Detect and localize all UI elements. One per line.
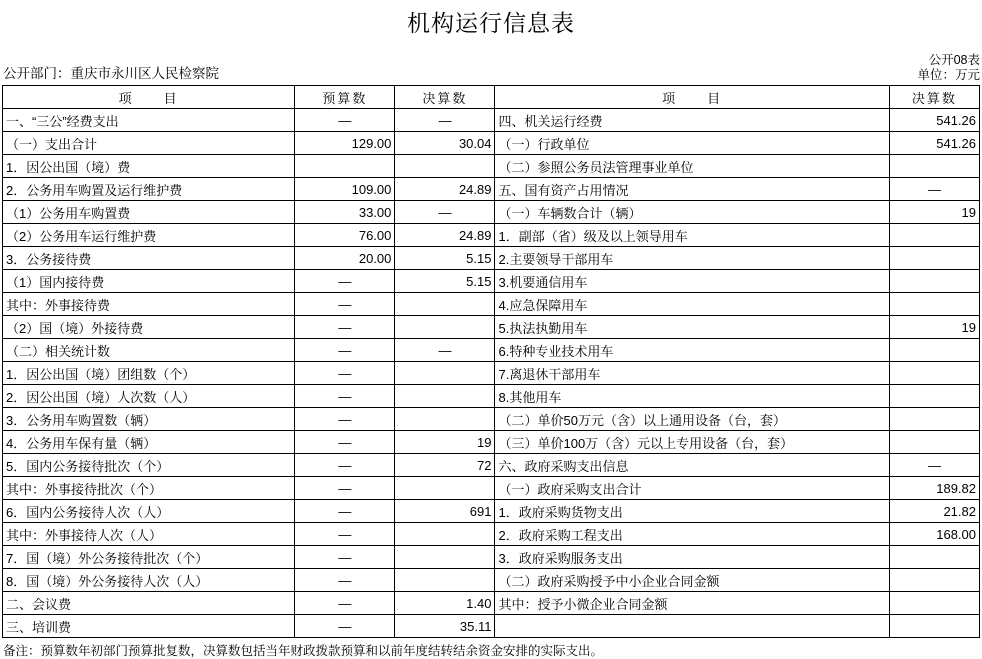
left-final-value [395, 385, 495, 408]
table-row [3, 615, 980, 638]
left-final-value: 35.11 [395, 615, 495, 638]
right-item-label: 4.应急保障用车 [495, 293, 889, 316]
left-final-value: 5.15 [395, 247, 495, 270]
left-item-label: 6．国内公务接待人次（人） [3, 500, 295, 523]
left-budget-value: 33.00 [295, 201, 395, 224]
right-final-value [889, 293, 979, 316]
table-row [3, 293, 980, 316]
left-budget-value: 76.00 [295, 224, 395, 247]
right-final-value [889, 408, 979, 431]
left-item-label: 其中：外事接待人次（人） [3, 523, 295, 546]
right-item-label: 5.执法执勤用车 [495, 316, 889, 339]
left-budget-value: — [295, 592, 395, 615]
left-item-label: 1．因公出国（境）费 [3, 155, 295, 178]
right-final-value [889, 569, 979, 592]
left-final-value [395, 293, 495, 316]
right-final-value: 19 [889, 201, 979, 224]
left-budget-value: — [295, 385, 395, 408]
right-item-label: （二）单价50万元（含）以上通用设备（台，套） [495, 408, 889, 431]
left-item-label: 8．国（境）外公务接待人次（人） [3, 569, 295, 592]
left-budget-value: — [295, 408, 395, 431]
left-final-value [395, 408, 495, 431]
right-final-value: 189.82 [889, 477, 979, 500]
left-budget-value: 20.00 [295, 247, 395, 270]
left-budget-value: — [295, 339, 395, 362]
right-item-label: 7.离退休干部用车 [495, 362, 889, 385]
table-row [3, 408, 980, 431]
right-final-value [889, 224, 979, 247]
right-final-value [889, 362, 979, 385]
right-item-label: 六、政府采购支出信息 [495, 454, 889, 477]
right-item-label: （一）车辆数合计（辆） [495, 201, 889, 224]
left-item-label: 2．因公出国（境）人次数（人） [3, 385, 295, 408]
right-item-label: 其中：授予小微企业合同金额 [495, 592, 889, 615]
table-row [3, 247, 980, 270]
left-final-value [395, 316, 495, 339]
left-item-label: （1）公务用车购置费 [3, 201, 295, 224]
left-budget-value: — [295, 109, 395, 132]
table-row [3, 385, 980, 408]
left-item-label: （2）国（境）外接待费 [3, 316, 295, 339]
left-final-value [395, 569, 495, 592]
left-item-label: （二）相关统计数 [3, 339, 295, 362]
right-item-label: 五、国有资产占用情况 [495, 178, 889, 201]
left-item-label: 7．国（境）外公务接待批次（个） [3, 546, 295, 569]
left-budget-value: 129.00 [295, 132, 395, 155]
right-final-value [889, 592, 979, 615]
left-budget-value: 109.00 [295, 178, 395, 201]
right-item-label: （三）单价100万（含）元以上专用设备（台，套） [495, 431, 889, 454]
table-row [3, 155, 980, 178]
left-item-label: 3．公务用车购置数（辆） [3, 408, 295, 431]
table-row [3, 500, 980, 523]
left-final-value: 691 [395, 500, 495, 523]
left-budget-value: — [295, 293, 395, 316]
right-final-value [889, 247, 979, 270]
table-row [3, 316, 980, 339]
left-budget-value: — [295, 523, 395, 546]
right-item-label [495, 615, 889, 638]
left-item-label: （1）国内接待费 [3, 270, 295, 293]
left-final-value: — [395, 109, 495, 132]
left-item-label: 3．公务接待费 [3, 247, 295, 270]
right-item-label: 1．副部（省）级及以上领导用车 [495, 224, 889, 247]
table-row [3, 270, 980, 293]
right-item-header: 项 目 [495, 86, 889, 109]
left-item-label: 5．国内公务接待批次（个） [3, 454, 295, 477]
left-final-value: 1.40 [395, 592, 495, 615]
left-item-label: 1．因公出国（境）团组数（个） [3, 362, 295, 385]
left-final-value [395, 155, 495, 178]
left-final-value: 5.15 [395, 270, 495, 293]
institution-operation-table [2, 85, 980, 638]
left-final-value [395, 477, 495, 500]
left-final-value [395, 546, 495, 569]
left-item-label: （2）公务用车运行维护费 [3, 224, 295, 247]
right-item-label: 3.机要通信用车 [495, 270, 889, 293]
table-row [3, 178, 980, 201]
table-row [3, 477, 980, 500]
left-final-value: 72 [395, 454, 495, 477]
right-final-value: 541.26 [889, 109, 979, 132]
right-item-label: （一）政府采购支出合计 [495, 477, 889, 500]
right-final-header: 决算数 [889, 86, 979, 109]
left-final-value: 24.89 [395, 224, 495, 247]
publishing-department: 公开部门：重庆市永川区人民检察院 [3, 66, 219, 81]
left-budget-value: — [295, 362, 395, 385]
left-budget-value: — [295, 569, 395, 592]
right-item-label: 8.其他用车 [495, 385, 889, 408]
left-final-value [395, 362, 495, 385]
left-final-value: 19 [395, 431, 495, 454]
left-final-value: 24.89 [395, 178, 495, 201]
left-item-label: 其中：外事接待费 [3, 293, 295, 316]
table-row [3, 592, 980, 615]
form-meta [917, 53, 980, 84]
table-row [3, 339, 980, 362]
right-final-value: 168.00 [889, 523, 979, 546]
right-item-label: （二）政府采购授予中小企业合同金额 [495, 569, 889, 592]
table-row [3, 201, 980, 224]
right-final-value [889, 431, 979, 454]
left-budget-value: — [295, 500, 395, 523]
left-item-label: （一）支出合计 [3, 132, 295, 155]
left-final-value: — [395, 201, 495, 224]
right-final-value [889, 385, 979, 408]
currency-unit: 单位：万元 [917, 68, 980, 82]
page-title: 机构运行信息表 [407, 11, 575, 36]
right-item-label: 6.特种专业技术用车 [495, 339, 889, 362]
right-item-label: （二）参照公务员法管理事业单位 [495, 155, 889, 178]
left-item-label: 2．公务用车购置及运行维护费 [3, 178, 295, 201]
left-item-label: 三、培训费 [3, 615, 295, 638]
left-budget-value: — [295, 454, 395, 477]
table-row [3, 454, 980, 477]
table-row [3, 109, 980, 132]
header-row [0, 44, 982, 85]
right-final-value [889, 615, 979, 638]
footer-note: 备注：预算数年初部门预算批复数，决算数包括当年财政拨款预算和以前年度结转结余资金安排的实际支出。 [3, 644, 604, 658]
left-item-header: 项 目 [3, 86, 295, 109]
left-final-value: — [395, 339, 495, 362]
right-item-label: 四、机关运行经费 [495, 109, 889, 132]
left-final-value: 30.04 [395, 132, 495, 155]
budget-header: 预算数 [295, 86, 395, 109]
right-final-value: 19 [889, 316, 979, 339]
right-final-value: 541.26 [889, 132, 979, 155]
left-budget-value [295, 155, 395, 178]
right-item-label: 3．政府采购服务支出 [495, 546, 889, 569]
right-item-label: （一）行政单位 [495, 132, 889, 155]
final-header: 决算数 [395, 86, 495, 109]
table-row [3, 546, 980, 569]
right-final-value: 21.82 [889, 500, 979, 523]
table-row [3, 224, 980, 247]
right-final-value [889, 546, 979, 569]
left-budget-value: — [295, 546, 395, 569]
left-item-label: 二、会议费 [3, 592, 295, 615]
form-number: 公开08表 [928, 53, 980, 67]
left-budget-value: — [295, 316, 395, 339]
right-final-value [889, 339, 979, 362]
right-item-label: 1．政府采购货物支出 [495, 500, 889, 523]
left-budget-value: — [295, 431, 395, 454]
left-budget-value: — [295, 477, 395, 500]
table-row [3, 569, 980, 592]
right-final-value [889, 270, 979, 293]
table-row [3, 523, 980, 546]
left-item-label: 4．公务用车保有量（辆） [3, 431, 295, 454]
table-header-row [3, 86, 980, 109]
left-budget-value: — [295, 270, 395, 293]
right-item-label: 2．政府采购工程支出 [495, 523, 889, 546]
table-row [3, 132, 980, 155]
right-item-label: 2.主要领导干部用车 [495, 247, 889, 270]
left-item-label: 一、“三公”经费支出 [3, 109, 295, 132]
left-budget-value: — [295, 615, 395, 638]
table-row [3, 362, 980, 385]
right-final-value [889, 155, 979, 178]
left-final-value [395, 523, 495, 546]
left-item-label: 其中：外事接待批次（个） [3, 477, 295, 500]
right-final-value: — [889, 454, 979, 477]
table-row [3, 431, 980, 454]
right-final-value: — [889, 178, 979, 201]
